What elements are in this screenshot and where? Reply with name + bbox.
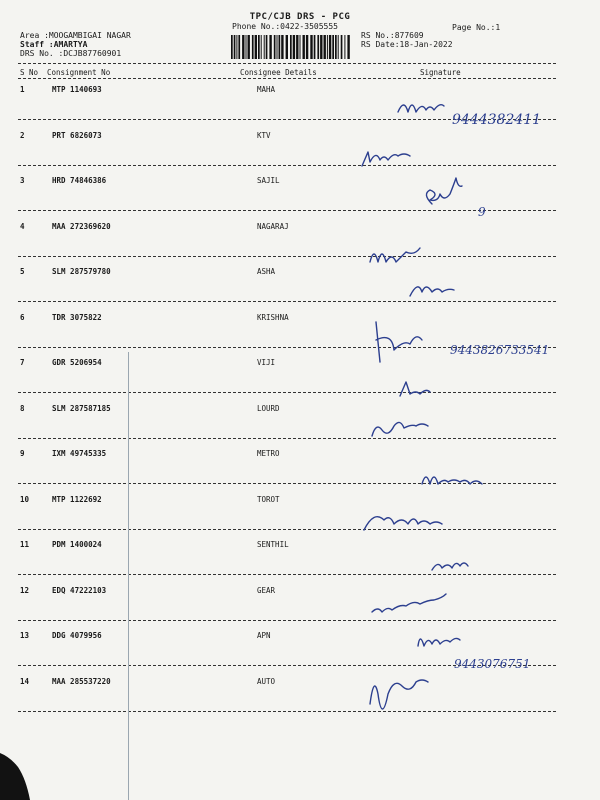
row-divider [18, 711, 556, 712]
row-consignment-no: MTP 1140693 [52, 85, 102, 94]
barcode-bar [296, 35, 298, 59]
row-consignee: MAHA [257, 85, 276, 94]
row-consignee: SAJIL [257, 176, 280, 185]
table-row [0, 222, 600, 267]
table-row [0, 631, 600, 676]
row-consignment-no: MAA 272369620 [52, 221, 111, 231]
table-row [0, 449, 600, 494]
row-sno: 10 [20, 494, 30, 504]
row-sno: 8 [20, 403, 25, 413]
column-divider [18, 78, 556, 79]
row-divider [18, 210, 556, 211]
barcode-bar [261, 35, 262, 59]
column-header-signature: Signature [420, 68, 461, 77]
barcode-bar [338, 35, 339, 59]
barcode-bar [347, 35, 349, 59]
rs-date: RS Date:18-Jan-2022 [361, 40, 453, 49]
row-consignee: KRISHNA [257, 312, 289, 322]
row-sno: 7 [20, 358, 25, 367]
row-consignee: KTV [257, 130, 271, 140]
row-divider [18, 574, 556, 575]
barcode-bar [242, 35, 244, 59]
row-sno: 2 [20, 130, 25, 140]
barcode-bar [306, 35, 308, 59]
table-row [0, 586, 600, 631]
barcode-bar [303, 35, 305, 59]
phone-number: Phone No.:0422-3505555 [232, 22, 338, 31]
row-consignment-no: GDR 5206954 [52, 358, 102, 367]
barcode-bar [231, 35, 233, 59]
column-header-consignee: Consignee Details [240, 68, 317, 77]
row-sno: 5 [20, 267, 25, 276]
row-consignee: AUTO [257, 676, 276, 686]
row-consignment-no: MTP 1122692 [52, 494, 102, 504]
barcode-bar [293, 35, 295, 59]
row-sno: 1 [20, 85, 25, 94]
row-divider [18, 256, 556, 257]
barcode-bar [286, 35, 288, 59]
row-sno: 3 [20, 176, 25, 185]
row-sno: 14 [20, 676, 30, 686]
barcode-bar [281, 35, 283, 59]
column-header-sno: S No [20, 68, 39, 77]
row-consignment-no: SLM 287579780 [52, 267, 111, 276]
row-consignment-no: HRD 74846386 [52, 176, 107, 185]
handwritten-phone-3: 9 [478, 205, 486, 219]
row-divider [18, 347, 556, 348]
row-divider [18, 529, 556, 530]
row-sno: 11 [20, 540, 30, 549]
barcode-bar [332, 35, 334, 59]
row-consignment-no: SLM 287587185 [52, 403, 111, 413]
barcode-bar [300, 35, 301, 59]
table-row [0, 677, 600, 722]
row-consignment-no: EDQ 47222103 [52, 585, 107, 595]
barcode-bar [317, 35, 319, 59]
row-consignment-no: IXM 49745335 [52, 449, 107, 458]
row-consignment-no: TDR 3075822 [52, 312, 102, 322]
table-row [0, 540, 600, 585]
staff-label: Staff :AMARTYA [20, 40, 88, 49]
table-row [0, 313, 600, 358]
row-sno: 9 [20, 449, 25, 458]
table-row [0, 267, 600, 312]
row-divider [18, 392, 556, 393]
row-divider [18, 301, 556, 302]
table-row [0, 404, 600, 449]
row-consignee: METRO [257, 449, 280, 458]
table-row [0, 358, 600, 403]
area-label: Area :MOOGAMBIGAI NAGAR [20, 31, 131, 40]
table-row [0, 85, 600, 130]
row-consignment-no: MAA 285537220 [52, 676, 111, 686]
barcode-bar [344, 35, 345, 59]
barcode-bar [314, 35, 316, 59]
row-divider [18, 438, 556, 439]
barcode-image [229, 34, 353, 60]
barcode-bar [269, 35, 271, 59]
table-row [0, 176, 600, 221]
barcode-bar [238, 35, 240, 59]
row-divider [18, 165, 556, 166]
barcode-bar [310, 35, 312, 59]
barcode-bar [258, 35, 260, 59]
barcode-bar [277, 35, 278, 59]
barcode-bar [236, 35, 237, 59]
barcode-bar [246, 35, 247, 59]
barcode-bar [320, 35, 322, 59]
scan-smudge [0, 745, 40, 800]
column-header-consignment: Consignment No [47, 68, 111, 77]
row-consignee: SENTHIL [257, 540, 289, 549]
barcode-bar [264, 35, 265, 59]
barcode-bar [329, 35, 331, 59]
barcode-bar [279, 35, 281, 59]
handwritten-phone-4: 9443076751 [454, 657, 531, 671]
row-consignment-no: PRT 6826073 [52, 130, 102, 140]
barcode-bar [335, 35, 337, 59]
row-consignee: VIJI [257, 358, 276, 367]
row-consignee: NAGARAJ [257, 221, 289, 231]
row-consignee: TOROT [257, 494, 280, 504]
document-title: TPC/CJB DRS - PCG [249, 12, 351, 22]
barcode-bar [290, 35, 292, 59]
row-divider [18, 483, 556, 484]
row-consignment-no: PDM 1400024 [52, 540, 102, 549]
row-divider [18, 119, 556, 120]
page-number: Page No.:1 [452, 23, 501, 32]
row-consignee: LOURD [257, 403, 280, 413]
barcode-bar [274, 35, 276, 59]
barcode-bar [252, 35, 254, 59]
row-consignee: ASHA [257, 267, 276, 276]
barcode-bar [248, 35, 250, 59]
table-row [0, 131, 600, 176]
header-divider [18, 63, 556, 64]
row-divider [18, 665, 556, 666]
drs-number: DRS No. :DCJB87760901 [20, 49, 122, 58]
table-row [0, 495, 600, 540]
handwritten-phone-2: 9443826733541 [450, 343, 550, 357]
scan-crease-line [128, 352, 129, 800]
rs-number: RS No.:877609 [361, 31, 424, 40]
barcode-bar [255, 35, 257, 59]
barcode-bar [341, 35, 343, 59]
barcode-bar [324, 35, 326, 59]
row-sno: 13 [20, 631, 30, 640]
barcode-bar [266, 35, 268, 59]
row-consignee: GEAR [257, 585, 276, 595]
handwritten-phone-1: 9444382411 [452, 112, 542, 128]
row-consignment-no: DDG 4079956 [52, 631, 102, 640]
row-sno: 4 [20, 221, 25, 231]
row-sno: 12 [20, 585, 30, 595]
row-divider [18, 620, 556, 621]
barcode-bar [327, 35, 328, 59]
row-consignee: APN [257, 631, 271, 640]
barcode-bar [234, 35, 236, 59]
row-sno: 6 [20, 312, 25, 322]
